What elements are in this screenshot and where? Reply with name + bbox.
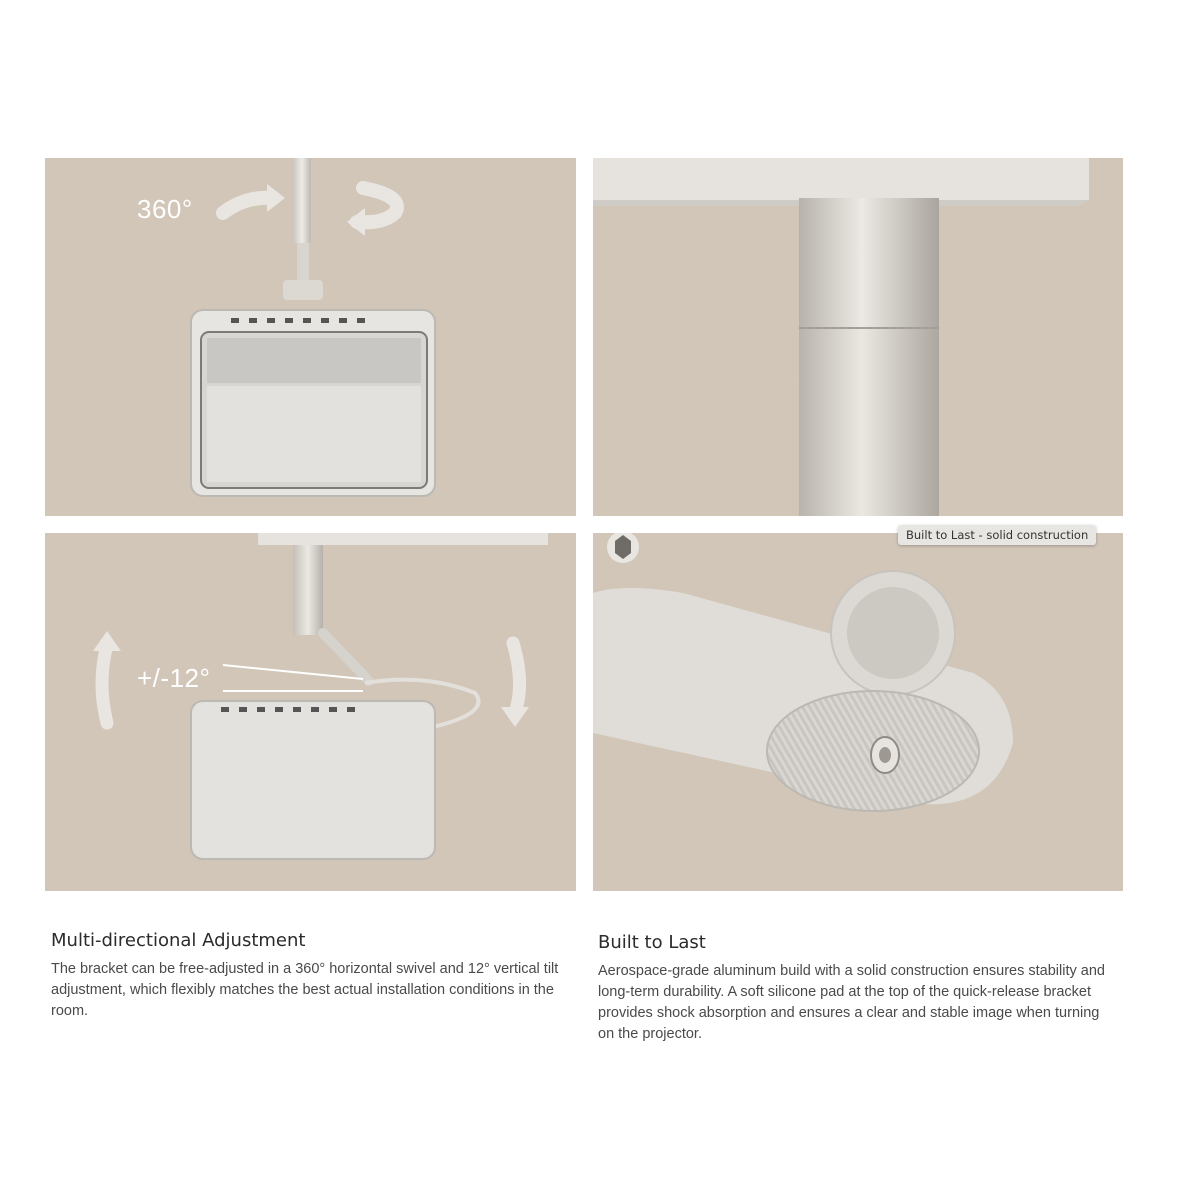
feature-title: Built to Last	[598, 932, 706, 953]
projector-swivel-illustration	[45, 158, 576, 516]
feature-multidirectional	[51, 930, 571, 1022]
feature-built-to-last	[598, 932, 1118, 1045]
base-plate-panel	[593, 533, 1123, 891]
image-tooltip: Built to Last - solid construction	[898, 525, 1096, 545]
base-plate-illustration	[593, 533, 1123, 891]
feature-title: Multi-directional Adjustment	[51, 930, 306, 951]
tilt-image-panel	[45, 533, 576, 891]
swivel-image-panel	[45, 158, 576, 516]
pole-closeup-panel	[593, 158, 1123, 516]
feature-description: Aerospace-grade aluminum build with a solid construction ensures stability and long-term durability. A soft silicone pad at the top of the quick-release bracket provides shock absorption and ensures a clear and stable image when turning on the projector.	[598, 963, 1105, 1042]
tilt-angle-label: +/-12°	[137, 663, 211, 693]
feature-description: The bracket can be free-adjusted in a 360° horizontal swivel and 12° vertical tilt adjustment, which flexibly matches the best actual installation conditions in the room.	[51, 961, 559, 1019]
swivel-angle-label: 360°	[137, 194, 193, 224]
pole-closeup-illustration	[593, 158, 1123, 516]
projector-tilt-illustration	[45, 533, 576, 891]
